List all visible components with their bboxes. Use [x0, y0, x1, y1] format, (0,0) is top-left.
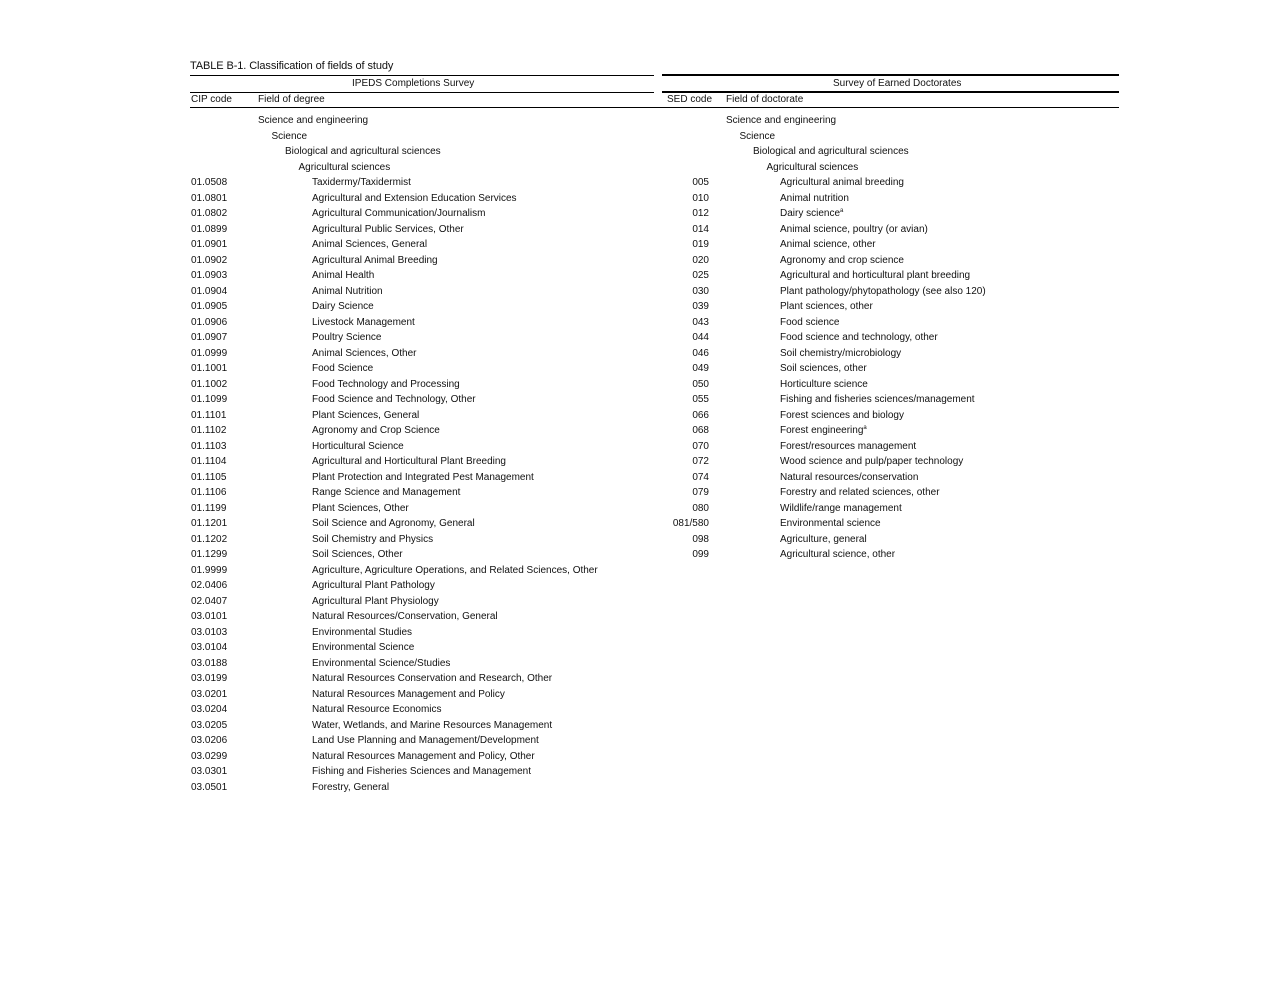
field-of-degree: Fishing and Fisheries Sciences and Management — [312, 766, 532, 777]
cip-code: 01.0903 — [191, 270, 228, 281]
field-of-degree: Agricultural Plant Pathology — [312, 580, 435, 591]
sed-code: 049 — [692, 363, 709, 374]
group-rule-right — [662, 91, 1119, 93]
sed-code: 025 — [692, 270, 709, 281]
cip-code: 03.0299 — [191, 750, 228, 762]
field-of-degree: Dairy Science — [312, 301, 374, 312]
table-title: TABLE B-1. Classification of fields of study — [190, 60, 394, 72]
footnote-marker: a — [840, 208, 844, 214]
sed-code: 098 — [692, 533, 709, 545]
field-of-degree: Environmental Science — [312, 642, 415, 653]
field-of-degree: Food Science — [312, 363, 374, 374]
field-of-doctorate: Animal science, other — [780, 239, 876, 250]
field-of-degree: Biological and agricultural sciences — [285, 146, 441, 157]
field-of-degree: Livestock Management — [312, 316, 415, 328]
sed-code: 055 — [692, 394, 709, 405]
left-group-header: IPEDS Completions Survey — [352, 78, 475, 89]
field-of-degree: Food Technology and Processing — [312, 378, 460, 390]
field-of-degree: Plant Sciences, Other — [312, 502, 409, 514]
cip-code: 01.1099 — [191, 394, 228, 405]
field-of-degree: Range Science and Management — [312, 487, 461, 498]
field-of-degree: Forestry, General — [312, 781, 390, 793]
sed-code-header: SED code — [667, 94, 713, 105]
cip-code: 01.1102 — [191, 425, 227, 436]
field-of-doctorate: Horticulture science — [780, 378, 868, 390]
cip-code: 03.0103 — [191, 626, 228, 638]
cip-code: 01.0902 — [191, 254, 228, 266]
cip-code: 01.1101 — [191, 409, 227, 421]
field-of-degree: Poultry Science — [312, 332, 382, 343]
cip-code: 01.0899 — [191, 223, 228, 235]
sed-code: 005 — [692, 177, 709, 188]
field-of-doctorate: Wildlife/range management — [780, 502, 902, 514]
field-of-doctorate: Science and engineering — [726, 115, 837, 126]
cip-code: 03.0188 — [191, 657, 228, 669]
cip-code: 03.0205 — [191, 719, 228, 731]
field-of-degree: Agriculture, Agriculture Operations, and Related Sciences, Other — [312, 564, 598, 576]
cip-code: 01.0905 — [191, 301, 228, 312]
field-of-doctorate-header: Field of doctorate — [726, 94, 804, 105]
field-of-doctorate: Science — [739, 130, 776, 142]
sed-code: 099 — [692, 549, 709, 560]
field-of-doctorate: Fishing and fisheries sciences/management — [780, 394, 975, 405]
cip-code: 01.0904 — [191, 285, 228, 297]
field-of-degree: Taxidermy/Taxidermist — [312, 177, 411, 188]
field-of-degree: Natural Resources Conservation and Research, Other — [312, 673, 553, 684]
sed-code: 072 — [692, 456, 709, 467]
field-of-doctorate: Agricultural animal breeding — [780, 177, 904, 188]
cip-code: 01.1105 — [191, 471, 227, 483]
sed-code: 066 — [692, 409, 709, 421]
field-of-degree: Natural Resources/Conservation, General — [312, 611, 498, 622]
sed-code: 019 — [692, 239, 709, 250]
field-of-degree: Animal Health — [312, 270, 375, 281]
field-of-doctorate: Agriculture, general — [780, 533, 867, 545]
field-of-doctorate: Environmental science — [780, 518, 881, 529]
field-of-degree: Natural Resource Economics — [312, 704, 442, 715]
cip-code: 01.1001 — [191, 363, 228, 374]
cip-code: 01.0901 — [191, 239, 228, 250]
field-of-degree: Agronomy and Crop Science — [312, 425, 440, 436]
field-of-doctorate: Plant pathology/phytopathology (see also 120) — [780, 285, 986, 297]
field-of-degree: Soil Sciences, Other — [312, 549, 403, 560]
cip-code: 01.1002 — [191, 378, 228, 390]
cip-code: 01.1103 — [191, 440, 227, 452]
cip-code: 03.0206 — [191, 735, 228, 746]
field-of-doctorate: Dairy science$^a$ — [780, 208, 844, 219]
cip-code: 02.0406 — [191, 580, 228, 591]
field-of-degree: Natural Resources Management and Policy — [312, 688, 505, 700]
field-of-degree: Science and engineering — [258, 115, 369, 126]
field-of-degree: Animal Nutrition — [312, 285, 383, 297]
cip-code: 01.0508 — [191, 177, 228, 188]
field-of-doctorate: Wood science and pulp/paper technology — [780, 456, 964, 467]
field-of-degree: Plant Protection and Integrated Pest Management — [312, 471, 534, 483]
field-of-doctorate: Agricultural sciences — [766, 161, 859, 173]
field-of-doctorate: Agricultural science, other — [780, 549, 896, 560]
field-of-doctorate: Food science and technology, other — [780, 332, 938, 343]
field-of-degree: Environmental Studies — [312, 626, 413, 638]
sed-code: 080 — [692, 502, 709, 514]
field-of-degree: Agricultural Public Services, Other — [312, 223, 464, 235]
sed-code: 030 — [692, 285, 709, 297]
field-of-doctorate: Plant sciences, other — [780, 301, 873, 312]
field-of-degree: Agricultural Animal Breeding — [312, 254, 438, 266]
field-of-doctorate: Forest engineering$^a$ — [780, 425, 867, 436]
field-of-degree: Horticultural Science — [312, 440, 404, 452]
sed-code: 068 — [692, 425, 709, 436]
header-bottom-rule — [190, 107, 1119, 108]
right-group-header: Survey of Earned Doctorates — [833, 78, 962, 89]
field-of-degree: Land Use Planning and Management/Development — [312, 735, 539, 746]
cip-code: 03.0104 — [191, 642, 228, 653]
field-of-degree: Natural Resources Management and Policy, Other — [312, 750, 535, 762]
group-rule-left — [190, 92, 654, 93]
cip-code: 01.0906 — [191, 316, 228, 328]
cip-code: 03.0204 — [191, 704, 228, 715]
cip-code: 01.0802 — [191, 208, 228, 219]
field-of-degree: Agricultural Communication/Journalism — [312, 208, 486, 219]
sed-code: 050 — [692, 378, 709, 390]
field-of-degree-header: Field of degree — [258, 94, 325, 105]
field-of-doctorate: Soil sciences, other — [780, 363, 867, 374]
cip-code: 02.0407 — [191, 595, 228, 607]
field-of-degree: Animal Sciences, General — [312, 239, 428, 250]
cip-code: 03.0501 — [191, 781, 228, 793]
field-of-doctorate: Forest/resources management — [780, 440, 917, 452]
sed-code: 044 — [692, 332, 709, 343]
sed-code: 046 — [692, 347, 709, 359]
sed-code: 081/580 — [672, 518, 709, 529]
footnote-marker: a — [863, 425, 867, 431]
field-of-doctorate: Natural resources/conservation — [780, 471, 919, 483]
sed-code: 010 — [692, 192, 709, 204]
field-of-doctorate: Soil chemistry/microbiology — [780, 347, 902, 359]
sed-code: 020 — [692, 254, 709, 266]
field-of-degree: Plant Sciences, General — [312, 409, 420, 421]
cip-code: 03.0199 — [191, 673, 228, 684]
sed-code: 074 — [692, 471, 709, 483]
cip-code: 01.1199 — [191, 502, 227, 514]
cip-code: 01.0907 — [191, 332, 228, 343]
sed-code: 079 — [692, 487, 709, 498]
cip-code: 03.0101 — [191, 611, 228, 622]
field-of-degree: Food Science and Technology, Other — [312, 394, 476, 405]
cip-code: 03.0301 — [191, 766, 228, 777]
field-of-degree: Water, Wetlands, and Marine Resources Management — [312, 719, 553, 731]
field-of-doctorate: Agronomy and crop science — [780, 254, 904, 266]
field-of-doctorate: Agricultural and horticultural plant breeding — [780, 270, 971, 281]
field-of-degree: Science — [271, 130, 308, 142]
cip-code: 01.1201 — [191, 518, 228, 529]
cip-code: 01.0801 — [191, 192, 228, 204]
field-of-doctorate: Animal science, poultry (or avian) — [780, 223, 928, 235]
cip-code: 01.1104 — [191, 456, 227, 467]
cip-code: 01.1106 — [191, 487, 227, 498]
top-rule-right — [662, 74, 1119, 76]
field-of-degree: Environmental Science/Studies — [312, 657, 451, 669]
field-of-doctorate: Animal nutrition — [780, 192, 849, 204]
field-of-doctorate: Food science — [780, 316, 840, 328]
sed-code: 043 — [692, 316, 709, 328]
top-rule-left — [190, 75, 654, 76]
field-of-degree: Agricultural sciences — [298, 161, 391, 173]
field-of-doctorate: Forestry and related sciences, other — [780, 487, 940, 498]
sed-code: 070 — [692, 440, 709, 452]
field-of-degree: Animal Sciences, Other — [312, 347, 417, 359]
sed-code: 039 — [692, 301, 709, 312]
cip-code: 03.0201 — [191, 688, 228, 700]
field-of-degree: Soil Chemistry and Physics — [312, 533, 434, 545]
cip-code: 01.9999 — [191, 564, 228, 576]
field-of-degree: Agricultural and Extension Education Services — [312, 192, 517, 204]
field-of-degree: Soil Science and Agronomy, General — [312, 518, 475, 529]
sed-code: 014 — [692, 223, 709, 235]
cip-code: 01.1202 — [191, 533, 228, 545]
field-of-doctorate: Biological and agricultural sciences — [753, 146, 909, 157]
sed-code: 012 — [692, 208, 709, 219]
field-of-doctorate: Forest sciences and biology — [780, 409, 904, 421]
cip-code: 01.1299 — [191, 549, 228, 560]
cip-code-header: CIP code — [191, 94, 232, 105]
field-of-degree: Agricultural Plant Physiology — [312, 595, 439, 607]
field-of-degree: Agricultural and Horticultural Plant Breeding — [312, 456, 506, 467]
cip-code: 01.0999 — [191, 347, 228, 359]
